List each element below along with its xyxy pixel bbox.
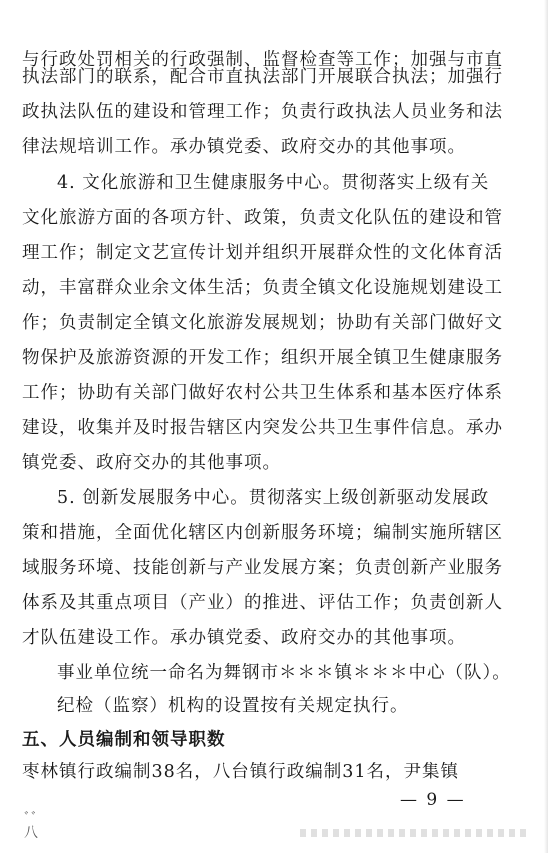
text-line: 事业单位统一命名为舞钢市＊＊＊镇＊＊＊中心（队）。 — [57, 663, 511, 683]
page-edge-shadow — [544, 0, 548, 853]
text-line: 作；负责制定全镇文化旅游发展规划；协助有关部门做好文 — [22, 313, 503, 333]
corner-mark — [24, 812, 38, 840]
text-line: 镇党委、政府交办的其他事项。 — [22, 453, 281, 473]
text-line: 5. 创新发展服务中心。贯彻落实上级创新驱动发展政 — [57, 488, 490, 508]
text-line: 体系及其重点项目（产业）的推进、评估工作；负责创新人 — [22, 593, 503, 613]
section-heading: 五、人员编制和领导职数 — [22, 730, 226, 750]
page-number: — 9 — — [400, 790, 466, 810]
corner-mark-text: ﾞﾞ 八 — [24, 811, 38, 841]
text-line: 与行政处罚相关的行政强制、监督检查等工作；加强与市直 — [22, 50, 503, 70]
text-line: 建设，收集并及时报告辖区内突发公共卫生事件信息。承办 — [22, 418, 503, 438]
text-line: 政执法队伍的建设和管理工作；负责行政执法人员业务和法 — [22, 102, 503, 122]
text-line: 枣林镇行政编制38名，八台镇行政编制31名，尹集镇 — [22, 762, 460, 782]
text-line: 理工作；制定文艺宣传计划并组织开展群众性的文化体育活 — [22, 243, 503, 263]
text-line: 动，丰富群众业余文体生活；负责全镇文化设施规划建设工 — [22, 278, 503, 298]
text-line: 域服务环境、技能创新与产业发展方案；负责创新产业服务 — [22, 558, 503, 578]
scan-noise — [300, 829, 530, 837]
text-line: 律法规培训工作。承办镇党委、政府交办的其他事项。 — [22, 137, 466, 157]
text-line: 工作；协助有关部门做好农村公共卫生体系和基本医疗体系 — [22, 383, 503, 403]
text-line: 策和措施，全面优化辖区内创新服务环境；编制实施所辖区 — [22, 523, 503, 543]
text-line: 文化旅游方面的各项方针、政策，负责文化队伍的建设和管 — [22, 208, 503, 228]
text-line: 执法部门的联系，配合市直执法部门开展联合执法；加强行 — [22, 67, 503, 87]
text-line: 纪检（监察）机构的设置按有关规定执行。 — [57, 696, 409, 716]
text-line: 4. 文化旅游和卫生健康服务中心。贯彻落实上级有关 — [57, 173, 490, 193]
text-line: 物保护及旅游资源的开发工作；组织开展全镇卫生健康服务 — [22, 348, 503, 368]
text-line: 才队伍建设工作。承办镇党委、政府交办的其他事项。 — [22, 628, 466, 648]
